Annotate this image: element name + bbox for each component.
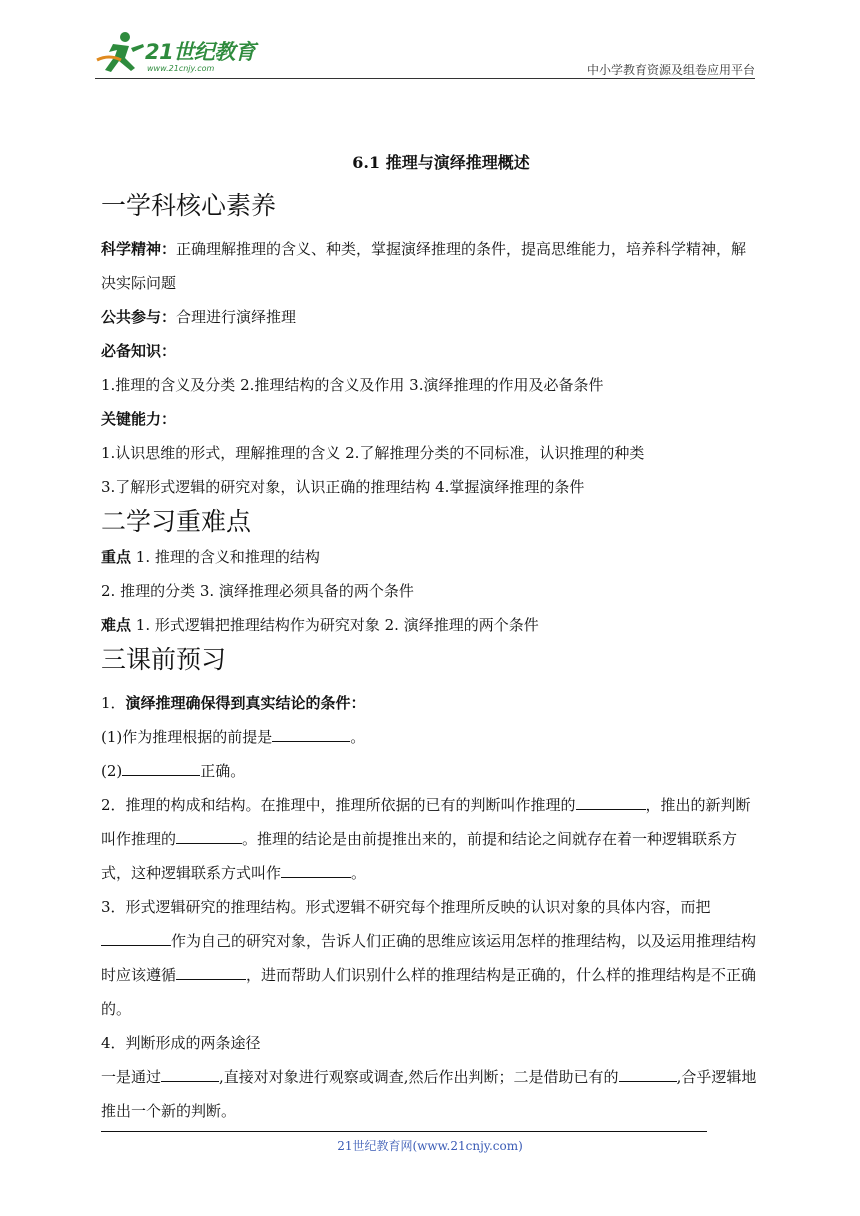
q1-item1-end: 。: [350, 728, 366, 746]
section-heading-preview: 三课前预习: [101, 645, 227, 674]
footer-divider: [101, 1131, 707, 1132]
public-label: 公共参与：: [101, 308, 177, 326]
question-1-item-2: [101, 754, 761, 788]
page-title: 6.1 推理与演绎推理概述: [352, 153, 530, 172]
key-points-line-1: [101, 540, 761, 574]
science-spirit-paragraph: [101, 232, 761, 300]
section-heading-focus: 二学习重难点: [101, 507, 252, 536]
fill-blank[interactable]: [272, 727, 350, 742]
knowledge-text: 1.推理的含义及分类 2.推理结构的含义及作用 3.演绎推理的作用及必备条件: [101, 376, 604, 394]
ability-line-2: 3.了解形式逻辑的研究对象，认识正确的推理结构 4.掌握演绎推理的条件: [101, 478, 585, 496]
q2-text-c: 。推理的结论是由前提推出来的，前提和结论之间就存在着一种逻辑联系方式，这种逻辑联系方式叫作: [101, 830, 738, 882]
q1-title-text: 演绎推理确保得到真实结论的条件：: [125, 694, 366, 712]
fill-blank[interactable]: [101, 931, 171, 946]
footer-link[interactable]: 21世纪教育网(www.21cnjy.com): [337, 1139, 523, 1153]
q4-text-c: ,合乎逻辑地推出一个新的判断。: [101, 1068, 757, 1120]
q3-text-c: ，进而帮助人们识别什么样的推理结构是正确的，什么样的推理结构是不正确的。: [101, 966, 757, 1018]
q1-item1-text: (1)作为推理根据的前提是: [101, 728, 273, 746]
q2-text-b: ，推出的新判断叫作推理的: [101, 796, 751, 848]
fill-blank[interactable]: [161, 1067, 219, 1082]
public-participation-paragraph: [101, 300, 761, 334]
knowledge-label: 必备知识：: [101, 342, 177, 360]
question-4-title: 4．判断形成的两条途径: [101, 1034, 261, 1052]
runner-logo-icon: [95, 30, 147, 76]
q4-text-a: 一是通过: [101, 1068, 162, 1086]
difficult-points-line: [101, 608, 761, 642]
section-heading-core: 一学科核心素养: [101, 191, 277, 220]
public-text: 合理进行演绎推理: [176, 308, 297, 326]
header-platform-text: 中小学教育资源及组卷应用平台: [586, 63, 755, 77]
fill-blank[interactable]: [576, 795, 646, 810]
page-header: [95, 30, 755, 80]
logo-text: 21世纪教育: [145, 40, 256, 64]
key-points-line-2: 2. 推理的分类 3. 演绎推理必须具备的两个条件: [101, 582, 414, 600]
q2-text-a: 2．推理的构成和结构。在推理中，推理所依据的已有的判断叫作推理的: [101, 796, 576, 814]
q2-text-d: 。: [351, 864, 367, 882]
header-divider: [95, 78, 755, 79]
question-3: [101, 890, 761, 1026]
science-label: 科学精神：: [101, 240, 177, 258]
difficult-text: 1. 形式逻辑把推理结构作为研究对象 2. 演绎推理的两个条件: [131, 616, 539, 634]
q1-item2-text: 正确。: [200, 762, 246, 780]
question-1-title: [101, 686, 761, 720]
fill-blank[interactable]: [122, 761, 200, 776]
q4-text-b: ,直接对对象进行观察或调查,然后作出判断；二是借助已有的: [219, 1068, 619, 1086]
fill-blank[interactable]: [176, 965, 246, 980]
question-1-item-1: [101, 720, 761, 754]
science-text: 正确理解推理的含义、种类，掌握演绎推理的条件，提高思维能力，培养科学精神，解决实际问题: [101, 240, 747, 292]
document-body: [101, 146, 761, 1128]
q3-text-a: 3．形式逻辑研究的推理结构。形式逻辑不研究每个推理所反映的认识对象的具体内容，而把: [101, 898, 711, 916]
q3-text-b: 作为自己的研究对象，告诉人们正确的思维应该运用怎样的推理结构，以及运用推理结构时应该遵循: [101, 932, 757, 984]
fill-blank[interactable]: [176, 829, 242, 844]
ability-line-1: 1.认识思维的形式，理解推理的含义 2.了解推理分类的不同标准，认识推理的种类: [101, 444, 645, 462]
question-2: [101, 788, 761, 890]
ability-label: 关键能力：: [101, 410, 177, 428]
key-label: 重点: [101, 548, 132, 566]
question-4-body: [101, 1060, 761, 1128]
fill-blank[interactable]: [281, 863, 351, 878]
logo-url: www.21cnjy.com: [147, 64, 215, 73]
fill-blank[interactable]: [619, 1067, 677, 1082]
q1-item2-num: (2): [101, 762, 123, 780]
difficult-label: 难点: [101, 616, 132, 634]
q1-number: 1．: [101, 694, 126, 712]
key-text: 1. 推理的含义和推理的结构: [131, 548, 320, 566]
site-logo[interactable]: [95, 30, 265, 78]
